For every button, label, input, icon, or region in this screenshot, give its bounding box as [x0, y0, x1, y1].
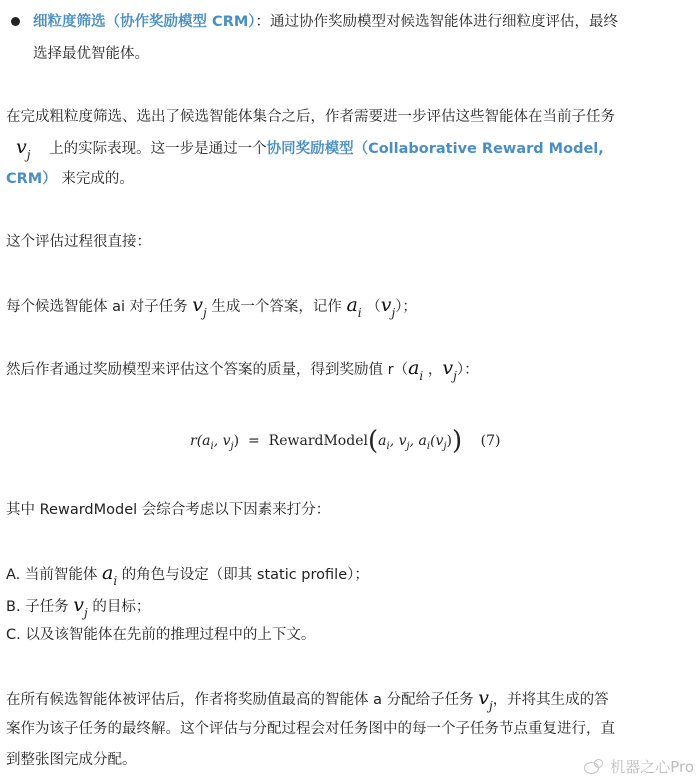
- watermark: [584, 756, 694, 777]
- list-item-c: C. 以及该智能体在先前的推理过程中的上下文。: [6, 627, 316, 643]
- paragraph-2: 这个评估过程很直接：: [6, 234, 151, 250]
- list-item-b: B. 子任务 $v_j$ 的目标；: [6, 594, 151, 620]
- paragraph-3: 每个候选智能体 ai 对子任务 $v_j$ 生成一个答案，记作 $a_i$ $(v_j)$；: [6, 294, 417, 320]
- weibo-logo-icon: [584, 759, 606, 775]
- equation-7: $r(a_i$, $v_j$) = $RewardModel(a_i$, $v_j$, $a_i(v_j)$) (7): [190, 426, 501, 456]
- crm-name: 协同奖励模型: [266, 141, 354, 157]
- bullet-line-2: 选择最优智能体。: [33, 46, 149, 62]
- paragraph-1-line-3: CRM） 来完成的。: [6, 171, 134, 187]
- equation-number: (7): [480, 433, 501, 449]
- list-item-a: A. 当前智能体 $a_i$ 的角色与设定（即其 static profile）；: [6, 562, 369, 588]
- paragraph-6-line-3: 到整张图完成分配。: [6, 752, 137, 768]
- bullet-title: 细粒度筛选（协作奖励模型 CRM）: [33, 14, 256, 30]
- paragraph-6-line-1: 在所有候选智能体被评估后，作者将奖励值最高的智能体 a 分配给子任务 $v_j$，并将其生成的答: [6, 687, 609, 713]
- paragraph-4: 然后作者通过奖励模型来评估这个答案的质量，得到奖励值 $r(a_i$ ，$v_j$）：: [6, 357, 479, 383]
- bullet-dot-icon: [11, 17, 20, 26]
- paragraph-1-line-2: $v_j$ 上的实际表现。这一步是通过一个协同奖励模型（Collaborative Reward Model,: [16, 136, 604, 162]
- paragraph-1-line-1: 在完成粗粒度筛选、选出了候选智能体集合之后，作者需要进一步评估这些智能体在当前子任务: [6, 109, 615, 125]
- paragraph-5: 其中 RewardModel 会综合考虑以下因素来打分：: [6, 502, 331, 518]
- reward-model-fn: RewardModel: [268, 433, 368, 449]
- paragraph-6-line-2: 案作为该子任务的最终解。这个评估与分配过程会对任务图中的每一个子任务节点重复进行，直: [6, 721, 615, 737]
- bullet-line-1: 细粒度筛选（协作奖励模型 CRM）：通过协作奖励模型对候选智能体进行细粒度评估，最终: [33, 14, 619, 30]
- crm-english-name: （Collaborative Reward Model,: [353, 141, 604, 157]
- watermark-text: 机器之心Pro: [610, 758, 694, 776]
- bullet-text: 通过协作奖励模型对候选智能体进行细粒度评估，最终: [270, 14, 619, 30]
